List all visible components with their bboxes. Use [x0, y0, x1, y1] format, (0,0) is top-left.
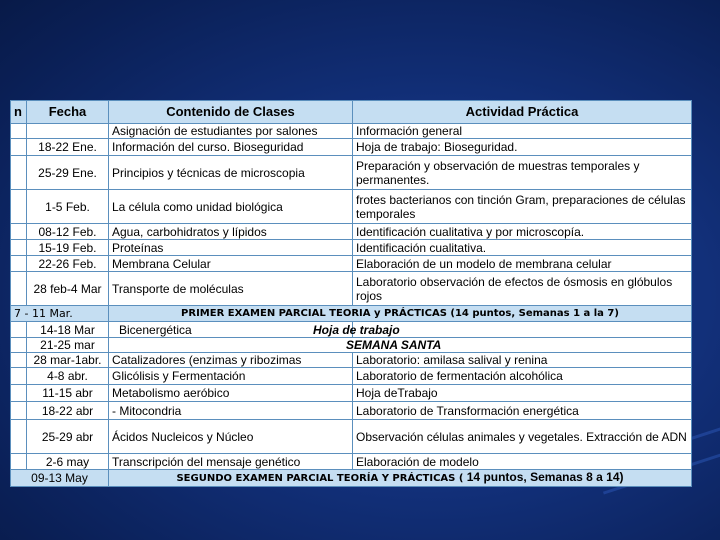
contenido-cell: Membrana Celular: [109, 256, 353, 272]
semana-santa-cell: SEMANA SANTA: [109, 338, 692, 353]
actividad-cell: Observación células animales y vegetales. Extracción de ADN: [353, 420, 692, 454]
fecha-cell: 21-25 mar: [27, 338, 109, 353]
actividad-cell: Preparación y observación de muestras temporales y permanentes.: [353, 156, 692, 190]
contenido-cell: Proteínas: [109, 240, 353, 256]
fecha-cell: 28 feb-4 Mar: [27, 272, 109, 306]
actividad-cell: Laboratorio de fermentación alcohólica: [353, 368, 692, 385]
header-actividad: Actividad Práctica: [353, 101, 692, 124]
table-row: [11, 224, 692, 240]
contenido-cell: Glicólisis y Fermentación: [109, 368, 353, 385]
table-row: [11, 402, 692, 420]
table-row: [11, 156, 692, 190]
actividad-cell: Hoja de trabajo: [313, 322, 652, 338]
actividad-cell: Laboratorio de Transformación energética: [353, 402, 692, 420]
fecha-cell: 1-5 Feb.: [27, 190, 109, 224]
exam-title: [109, 470, 692, 487]
fecha-cell: [27, 124, 109, 139]
contenido-cell: Ácidos Nucleicos y Núcleo: [109, 420, 353, 454]
contenido-cell: Información del curso. Bioseguridad: [109, 139, 353, 156]
table-row: [11, 385, 692, 402]
exam-title: PRIMER EXAMEN PARCIAL TEORIA y PRÁCTICAS (14 puntos, Semanas 1 a la 7): [109, 306, 692, 322]
actividad-cell: Laboratorio: amilasa salival y renina: [353, 353, 692, 368]
header-fecha: Fecha: [27, 101, 109, 124]
contenido-cell: Principios y técnicas de microscopia: [109, 156, 353, 190]
table-row: [11, 353, 692, 368]
contenido-cell: La célula como unidad biológica: [109, 190, 353, 224]
exam-title-part: 14 puntos, Semanas 8 a 14): [463, 470, 624, 484]
contenido-cell: Bicenergética: [109, 322, 353, 338]
actividad-cell: Elaboración de modelo: [353, 454, 692, 470]
fecha-cell: 25-29 Ene.: [27, 156, 109, 190]
fecha-cell: 11-15 abr: [27, 385, 109, 402]
fecha-cell: 18-22 Ene.: [27, 139, 109, 156]
exam-title-part: SEGUNDO EXAMEN PARCIAL TEORÍA Y PRÁCTICAS (: [176, 473, 464, 484]
actividad-cell: frotes bacterianos con tinción Gram, preparaciones de células temporales: [353, 190, 692, 224]
exam-row: [11, 470, 692, 487]
actividad-cell: Información general: [353, 124, 692, 139]
table-row: [11, 338, 692, 353]
fecha-cell: 15-19 Feb.: [27, 240, 109, 256]
fecha-cell: 18-22 abr: [27, 402, 109, 420]
actividad-cell: Elaboración de un modelo de membrana celular: [353, 256, 692, 272]
fecha-cell: 08-12 Feb.: [27, 224, 109, 240]
fecha-cell: 4-8 abr.: [27, 368, 109, 385]
fecha-cell: 14-18 Mar: [27, 322, 109, 338]
exam-fecha: 7 - 11 Mar.: [11, 306, 109, 322]
table-row: [11, 139, 692, 156]
fecha-cell: 22-26 Feb.: [27, 256, 109, 272]
contenido-cell: Catalizadores (enzimas y ribozimas: [109, 353, 353, 368]
schedule-table: [10, 100, 692, 487]
actividad-cell: Hoja de trabajo: Bioseguridad.: [353, 139, 692, 156]
table-row: [11, 240, 692, 256]
actividad-cell: Laboratorio observación de efectos de ósmosis en glóbulos rojos: [353, 272, 692, 306]
fecha-cell: 25-29 abr: [27, 420, 109, 454]
header-n: n: [11, 101, 27, 124]
table-row: [11, 190, 692, 224]
fecha-cell: 2-6 may: [27, 454, 109, 470]
table-row: [11, 272, 692, 306]
contenido-cell: Transcripción del mensaje genético: [109, 454, 353, 470]
contenido-cell: - Mitocondria: [109, 402, 353, 420]
exam-row: [11, 306, 692, 322]
table-row: [11, 322, 692, 338]
table-row: [11, 124, 692, 139]
table-row: [11, 420, 692, 454]
table-row: [11, 454, 692, 470]
table-row: [11, 256, 692, 272]
fecha-cell: 28 mar-1abr.: [27, 353, 109, 368]
contenido-cell: Transporte de moléculas: [109, 272, 353, 306]
contenido-cell: Asignación de estudiantes por salones: [109, 124, 353, 139]
table-row: [11, 368, 692, 385]
actividad-cell: Hoja deTrabajo: [353, 385, 692, 402]
header-contenido: Contenido de Clases: [109, 101, 353, 124]
contenido-cell: Agua, carbohidratos y lípidos: [109, 224, 353, 240]
exam-fecha: 09-13 May: [11, 470, 109, 487]
contenido-cell: Metabolismo aeróbico: [109, 385, 353, 402]
table-header-row: [11, 101, 692, 124]
actividad-cell: Identificación cualitativa.: [353, 240, 692, 256]
actividad-cell: Identificación cualitativa y por microscopía.: [353, 224, 692, 240]
